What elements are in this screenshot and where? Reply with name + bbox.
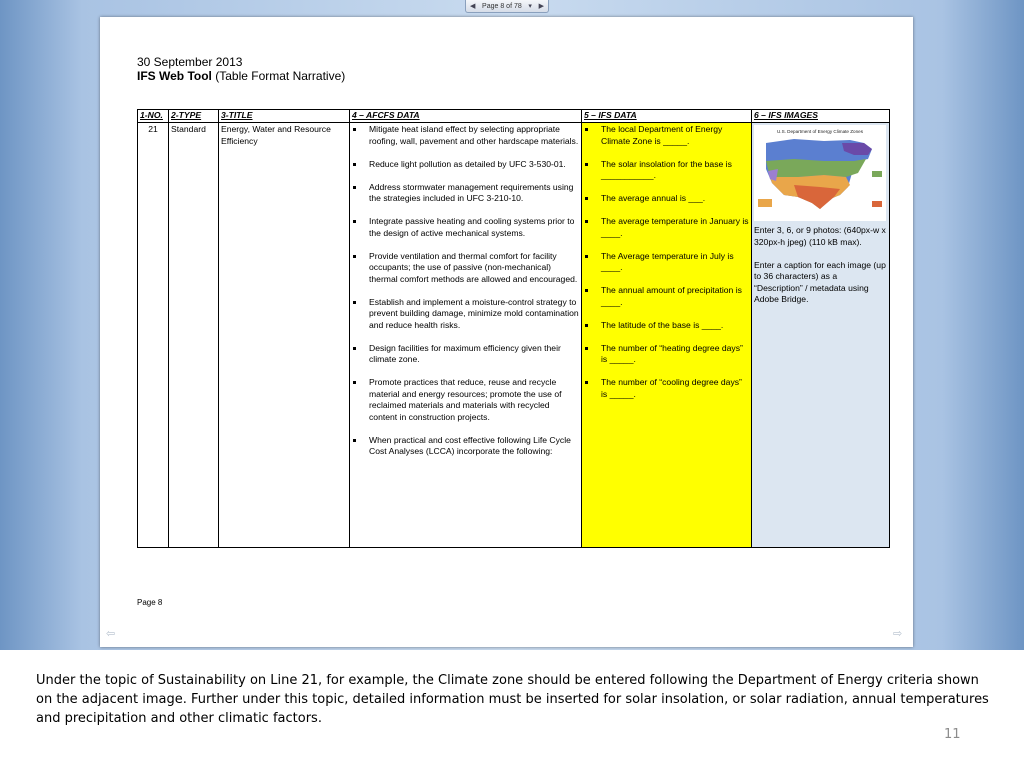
afcfs-item: Provide ventilation and thermal comfort for facility occupants; the use of passive (non-mechanical) thermal comfort methods are allowed and encouraged. bbox=[352, 251, 579, 286]
header-number: 1-NO. bbox=[138, 110, 169, 123]
header-ifs-data: 5 – IFS DATA bbox=[582, 110, 752, 123]
page-indicator: Page 8 of 78 bbox=[482, 2, 522, 10]
cell-type: Standard bbox=[169, 123, 219, 548]
afcfs-item: Establish and implement a moisture-control strategy to prevent building damage, minimize mold contamination and reduce health risks. bbox=[352, 297, 579, 332]
ifs-item: The average annual is ___. bbox=[584, 193, 749, 205]
ifs-list bbox=[584, 124, 749, 400]
ifs-item: The number of “cooling degree days” is _____. bbox=[584, 377, 749, 400]
ifs-item: The annual amount of precipitation is ____. bbox=[584, 285, 749, 308]
cell-ifs bbox=[582, 123, 752, 548]
afcfs-item: When practical and cost effective following Life Cycle Cost Analyses (LCCA) incorporate the following: bbox=[352, 435, 579, 458]
ifs-item: The latitude of the base is ____. bbox=[584, 320, 749, 332]
document-date: 30 September 2013 bbox=[137, 55, 243, 69]
table-row bbox=[138, 123, 890, 548]
afcfs-item: Reduce light pollution as detailed by UFC 3-530-01. bbox=[352, 159, 579, 171]
ifs-item: The solar insolation for the base is ___________. bbox=[584, 159, 749, 182]
cell-images bbox=[752, 123, 890, 548]
header-title: 3-TITLE bbox=[219, 110, 350, 123]
document-title-bold: IFS Web Tool bbox=[137, 69, 212, 83]
afcfs-item: Mitigate heat island effect by selecting appropriate roofing, wall, pavement and other hardscape materials. bbox=[352, 124, 579, 147]
afcfs-item: Address stormwater management requirements using the strategies included in UFC 3-210-10. bbox=[352, 182, 579, 205]
page-navigator[interactable] bbox=[465, 0, 549, 13]
ifs-item: The Average temperature in July is ____. bbox=[584, 251, 749, 274]
slide-caption: Under the topic of Sustainability on Line 21, for example, the Climate zone should be entered following the Department of Energy criteria shown on the adjacent image. Further under this topic, detailed information must be inserted for solar insolation, or solar radiation, annual temperatures and precipitation and other climatic factors. bbox=[36, 673, 989, 726]
right-arrow-icon[interactable]: ⇨ bbox=[893, 628, 903, 640]
climate-zone-map-image bbox=[754, 125, 886, 221]
document-title bbox=[137, 69, 345, 83]
ifs-item: The number of “heating degree days” is _____. bbox=[584, 343, 749, 366]
ifs-item: The average temperature in January is ____. bbox=[584, 216, 749, 239]
table-header-row bbox=[138, 110, 890, 123]
map-title: U.S. Department of Energy Climate Zones bbox=[776, 129, 864, 134]
next-page-button[interactable]: ▶ bbox=[538, 3, 544, 10]
afcfs-item: Design facilities for maximum efficiency given their climate zone. bbox=[352, 343, 579, 366]
header-ifs-images: 6 – IFS IMAGES bbox=[752, 110, 890, 123]
narrative-table bbox=[137, 109, 890, 548]
document-page bbox=[100, 17, 913, 647]
cell-title: Energy, Water and Resource Efficiency bbox=[219, 123, 350, 548]
photo-instructions: Enter 3, 6, or 9 photos: (640px-w x 320px-h jpeg) (110 kB max). bbox=[754, 225, 886, 247]
page-dropdown-icon[interactable]: ▾ bbox=[528, 3, 532, 10]
header-type: 2-TYPE bbox=[169, 110, 219, 123]
cell-afcfs bbox=[350, 123, 582, 548]
afcfs-item: Integrate passive heating and cooling systems prior to the design of active mechanical systems. bbox=[352, 216, 579, 239]
afcfs-item: Promote practices that reduce, reuse and recycle material and energy resources; promote the use of reclaimed materials and materials with recycled content in construction projects. bbox=[352, 377, 579, 423]
header-afcfs-data: 4 – AFCFS DATA bbox=[350, 110, 582, 123]
afcfs-list bbox=[352, 124, 579, 458]
page-footer: Page 8 bbox=[137, 598, 163, 607]
ifs-item: The local Department of Energy Climate Zone is _____. bbox=[584, 124, 749, 147]
document-title-rest: (Table Format Narrative) bbox=[211, 69, 346, 83]
slide-number: 11 bbox=[944, 727, 961, 742]
previous-page-button[interactable]: ◀ bbox=[470, 3, 476, 10]
caption-instructions: Enter a caption for each image (up to 36 characters) as a “Description” / metadata using Adobe Bridge. bbox=[754, 259, 886, 304]
cell-number: 21 bbox=[138, 123, 169, 548]
left-arrow-icon[interactable]: ⇦ bbox=[106, 628, 116, 640]
